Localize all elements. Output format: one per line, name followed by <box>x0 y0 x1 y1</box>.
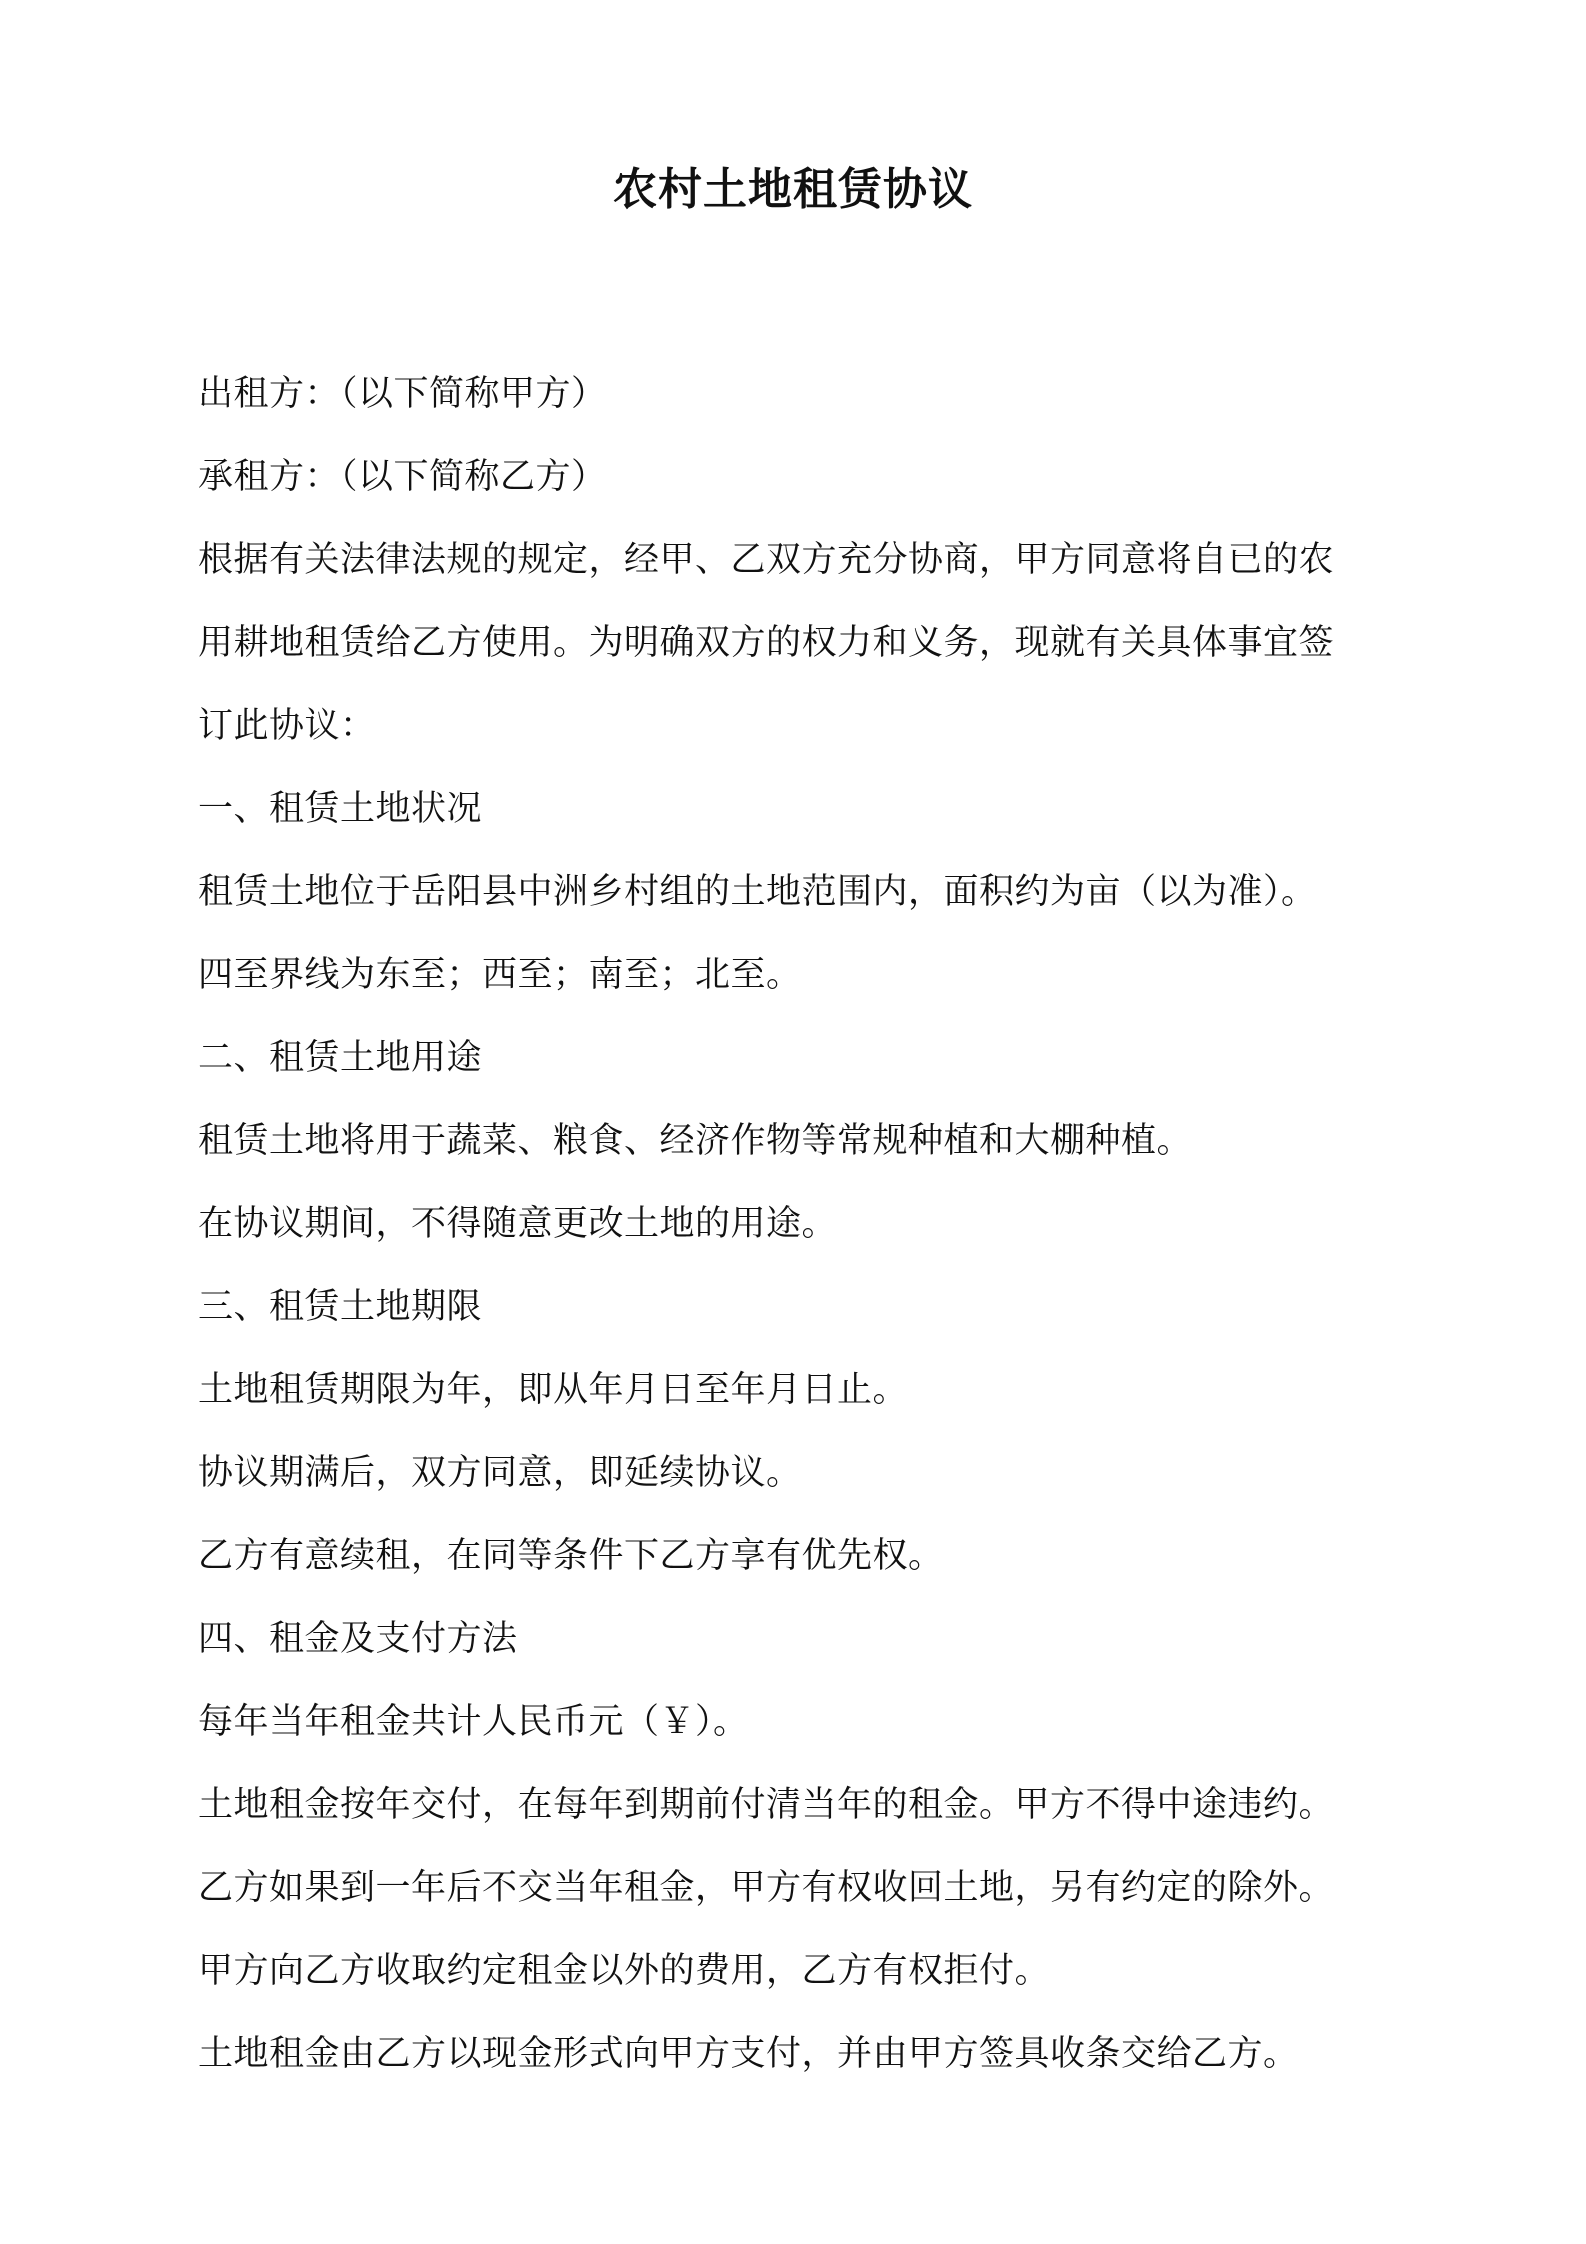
section-heading-3: 三、租赁土地期限 <box>198 1287 483 1327</box>
section-heading-4: 四、租金及支付方法 <box>198 1619 518 1659</box>
paragraph-line: 土地租赁期限为年，即从年月日至年月日止。 <box>198 1370 909 1410</box>
lessor-line: 出租方：（以下简称甲方） <box>198 374 607 414</box>
paragraph-line: 在协议期间，不得随意更改土地的用途。 <box>198 1204 838 1244</box>
paragraph-line: 甲方向乙方收取约定租金以外的费用，乙方有权拒付。 <box>198 1951 1051 1991</box>
section-heading-1: 一、租赁土地状况 <box>198 789 483 829</box>
section-heading-2: 二、租赁土地用途 <box>198 1038 483 1078</box>
paragraph-line: 乙方有意续租，在同等条件下乙方享有优先权。 <box>198 1536 944 1576</box>
lessee-line: 承租方：（以下简称乙方） <box>198 457 607 497</box>
paragraph-line: 每年当年租金共计人民币元（￥）。 <box>198 1702 749 1742</box>
paragraph-line: 土地租金按年交付，在每年到期前付清当年的租金。甲方不得中途违约。 <box>198 1785 1335 1825</box>
preamble-line-2: 用耕地租赁给乙方使用。为明确双方的权力和义务，现就有关具体事宜签 <box>198 623 1335 663</box>
paragraph-line: 租赁土地将用于蔬菜、粮食、经济作物等常规种植和大棚种植。 <box>198 1121 1193 1161</box>
document-title: 农村土地租赁协议 <box>613 164 973 215</box>
paragraph-line: 协议期满后，双方同意，即延续协议。 <box>198 1453 802 1493</box>
paragraph-line: 四至界线为东至；西至；南至；北至。 <box>198 955 802 995</box>
preamble-line-3: 订此协议： <box>198 706 376 746</box>
preamble-line-1: 根据有关法律法规的规定，经甲、乙双方充分协商，甲方同意将自已的农 <box>198 540 1335 580</box>
paragraph-line: 乙方如果到一年后不交当年租金，甲方有权收回土地，另有约定的除外。 <box>198 1868 1335 1908</box>
paragraph-line: 租赁土地位于岳阳县中洲乡村组的土地范围内，面积约为亩（以为准）。 <box>198 872 1317 912</box>
document-body <box>198 353 1418 2096</box>
paragraph-line: 土地租金由乙方以现金形式向甲方支付，并由甲方签具收条交给乙方。 <box>198 2034 1299 2074</box>
